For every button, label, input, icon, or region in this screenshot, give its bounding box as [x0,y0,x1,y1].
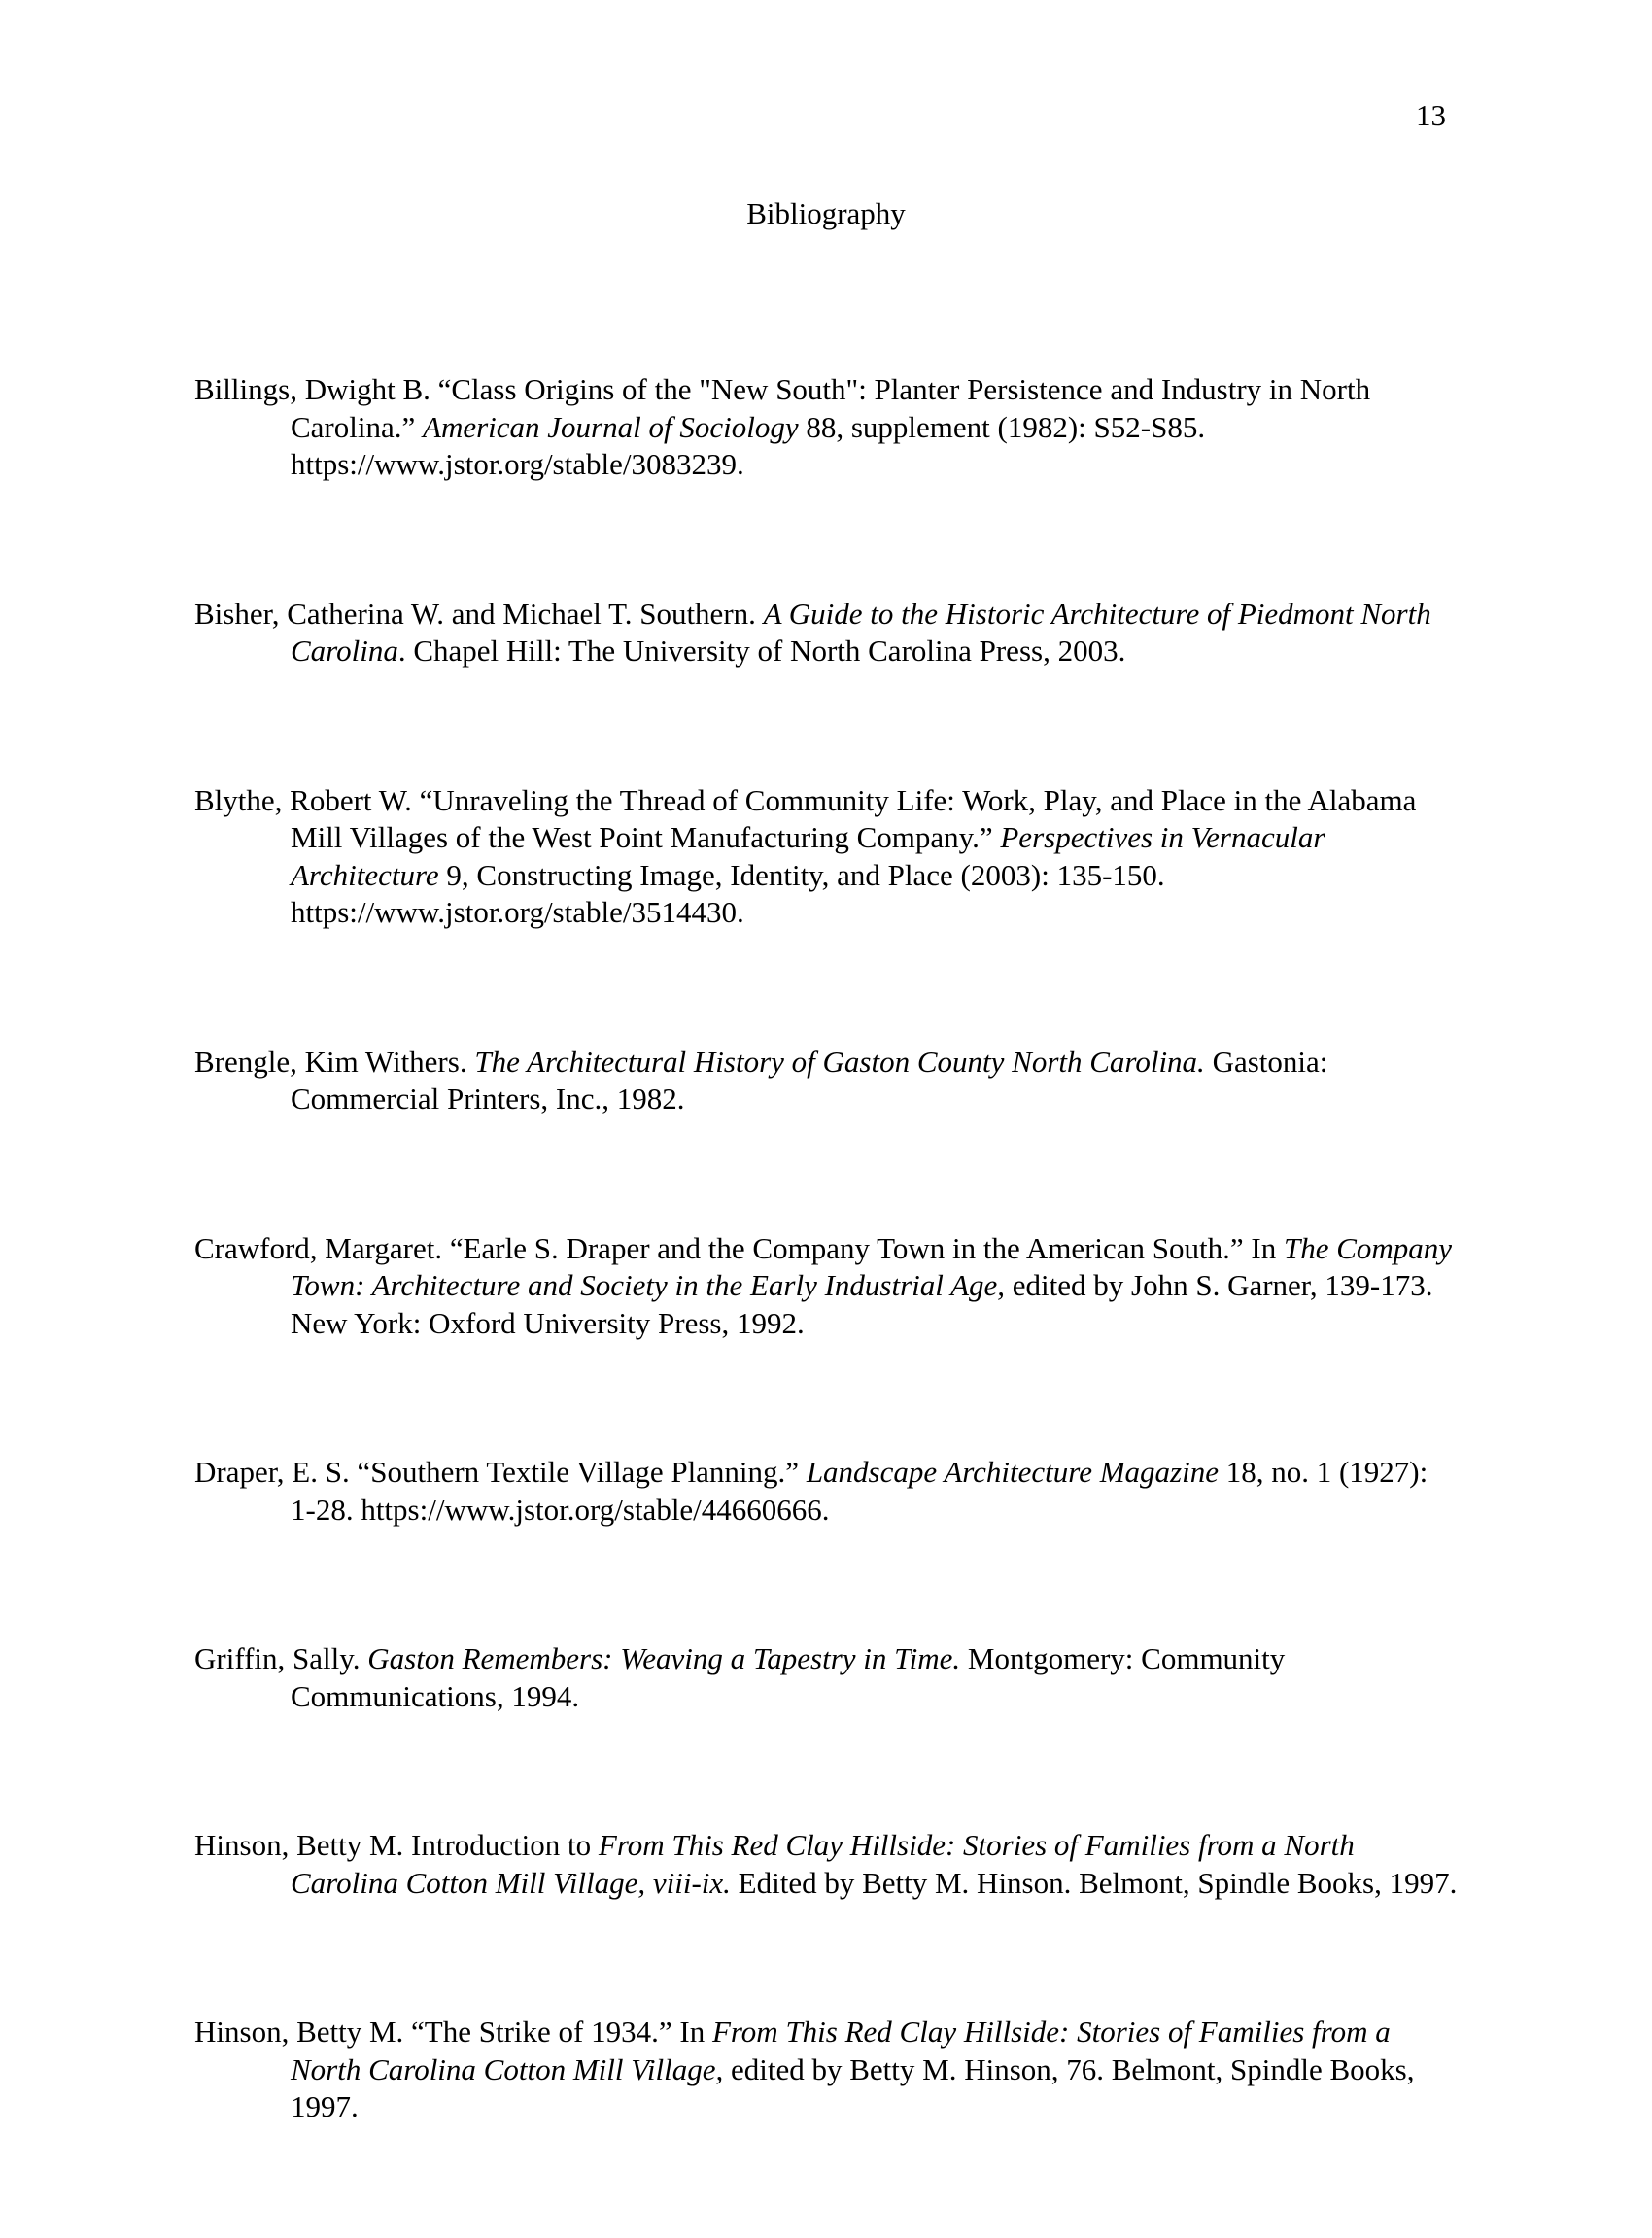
page-title: Bibliography [746,196,906,230]
page-number: 13 [1416,98,1446,132]
entry-details: 9, Constructing Image, Identity, and Place (2003): 135-150. https://www.jstor.org/stable/3514430. [291,857,1165,929]
bibliography-entry-brengle [194,1044,1460,1119]
entry-details: 88, supplement (1982): S52-S85. https://www.jstor.org/stable/3083239. [291,409,1206,481]
entry-details: . Chapel Hill: The University of North Carolina Press, 2003. [397,634,1126,668]
entry-author-title: Hinson, Betty M. Introduction to [194,1828,599,1862]
entry-publication: The Company Town: Architecture and Society in the Early Industrial Age, [291,1230,1453,1302]
entry-details: Montgomery: Community Communications, 1994. [291,1641,1286,1713]
entry-details: edited by John S. Garner, 139-173. New York: Oxford University Press, 1992. [291,1268,1433,1340]
bibliography-entry-crawford [194,1230,1460,1343]
entry-details: Gastonia: Commercial Printers, Inc., 1982. [291,1044,1328,1116]
entry-author-title: Draper, E. S. “Southern Textile Village Planning.” [194,1455,807,1489]
entry-publication: From This Red Clay Hillside: Stories of Families from a North Carolina Cotton Mill Village, viii-ix. [291,1828,1355,1900]
entry-details: Edited by Betty M. Hinson. Belmont, Spindle Books, 1997. [730,1865,1458,1900]
entry-author-title: Bisher, Catherina W. and Michael T. Southern. [194,596,764,631]
entry-author-title: Brengle, Kim Withers. [194,1044,475,1079]
entry-details: edited by Betty M. Hinson, 76. Belmont, Spindle Books, 1997. [291,2051,1415,2123]
entry-author-title: Hinson, Betty M. “The Strike of 1934.” In [194,2014,712,2049]
entry-author-title: Griffin, Sally. [194,1641,368,1675]
entry-publication: From This Red Clay Hillside: Stories of Families from a North Carolina Cotton Mill Village, [291,2014,1391,2086]
bibliography-entry-bisher [194,596,1460,671]
bibliography-entry-griffin [194,1640,1460,1715]
entry-publication: Gaston Remembers: Weaving a Tapestry in Time. [367,1641,961,1675]
entry-author-title: Blythe, Robert W. “Unraveling the Thread of Community Life: Work, Play, and Place in the Alabama Mill Villages of the West Point Manufacturing Company.” [194,782,1417,854]
entry-details: 18, no. 1 (1927): 1-28. https://www.jstor.org/stable/44660666. [291,1455,1428,1527]
bibliography-entry-billings [194,371,1460,484]
bibliography-entry-hinson-introduction [194,1827,1460,1902]
entry-publication: American Journal of Sociology [423,409,799,444]
entry-author-title: Billings, Dwight B. “Class Origins of the "New South": Planter Persistence and Industry in North Carolina.” [194,372,1371,444]
bibliography-entry-blythe [194,782,1460,932]
bibliography-list [194,371,1460,2238]
bibliography-entry-hinson-strike [194,2014,1460,2126]
entry-publication: The Architectural History of Gaston County North Carolina. [474,1044,1205,1079]
entry-publication: Landscape Architecture Magazine [806,1455,1219,1489]
bibliography-entry-draper [194,1454,1460,1529]
entry-publication: Perspectives in Vernacular Architecture [291,820,1325,892]
entry-author-title: Crawford, Margaret. “Earle S. Draper and the Company Town in the American South.” In [194,1230,1284,1265]
entry-publication: A Guide to the Historic Architecture of Piedmont North Carolina [291,596,1431,668]
